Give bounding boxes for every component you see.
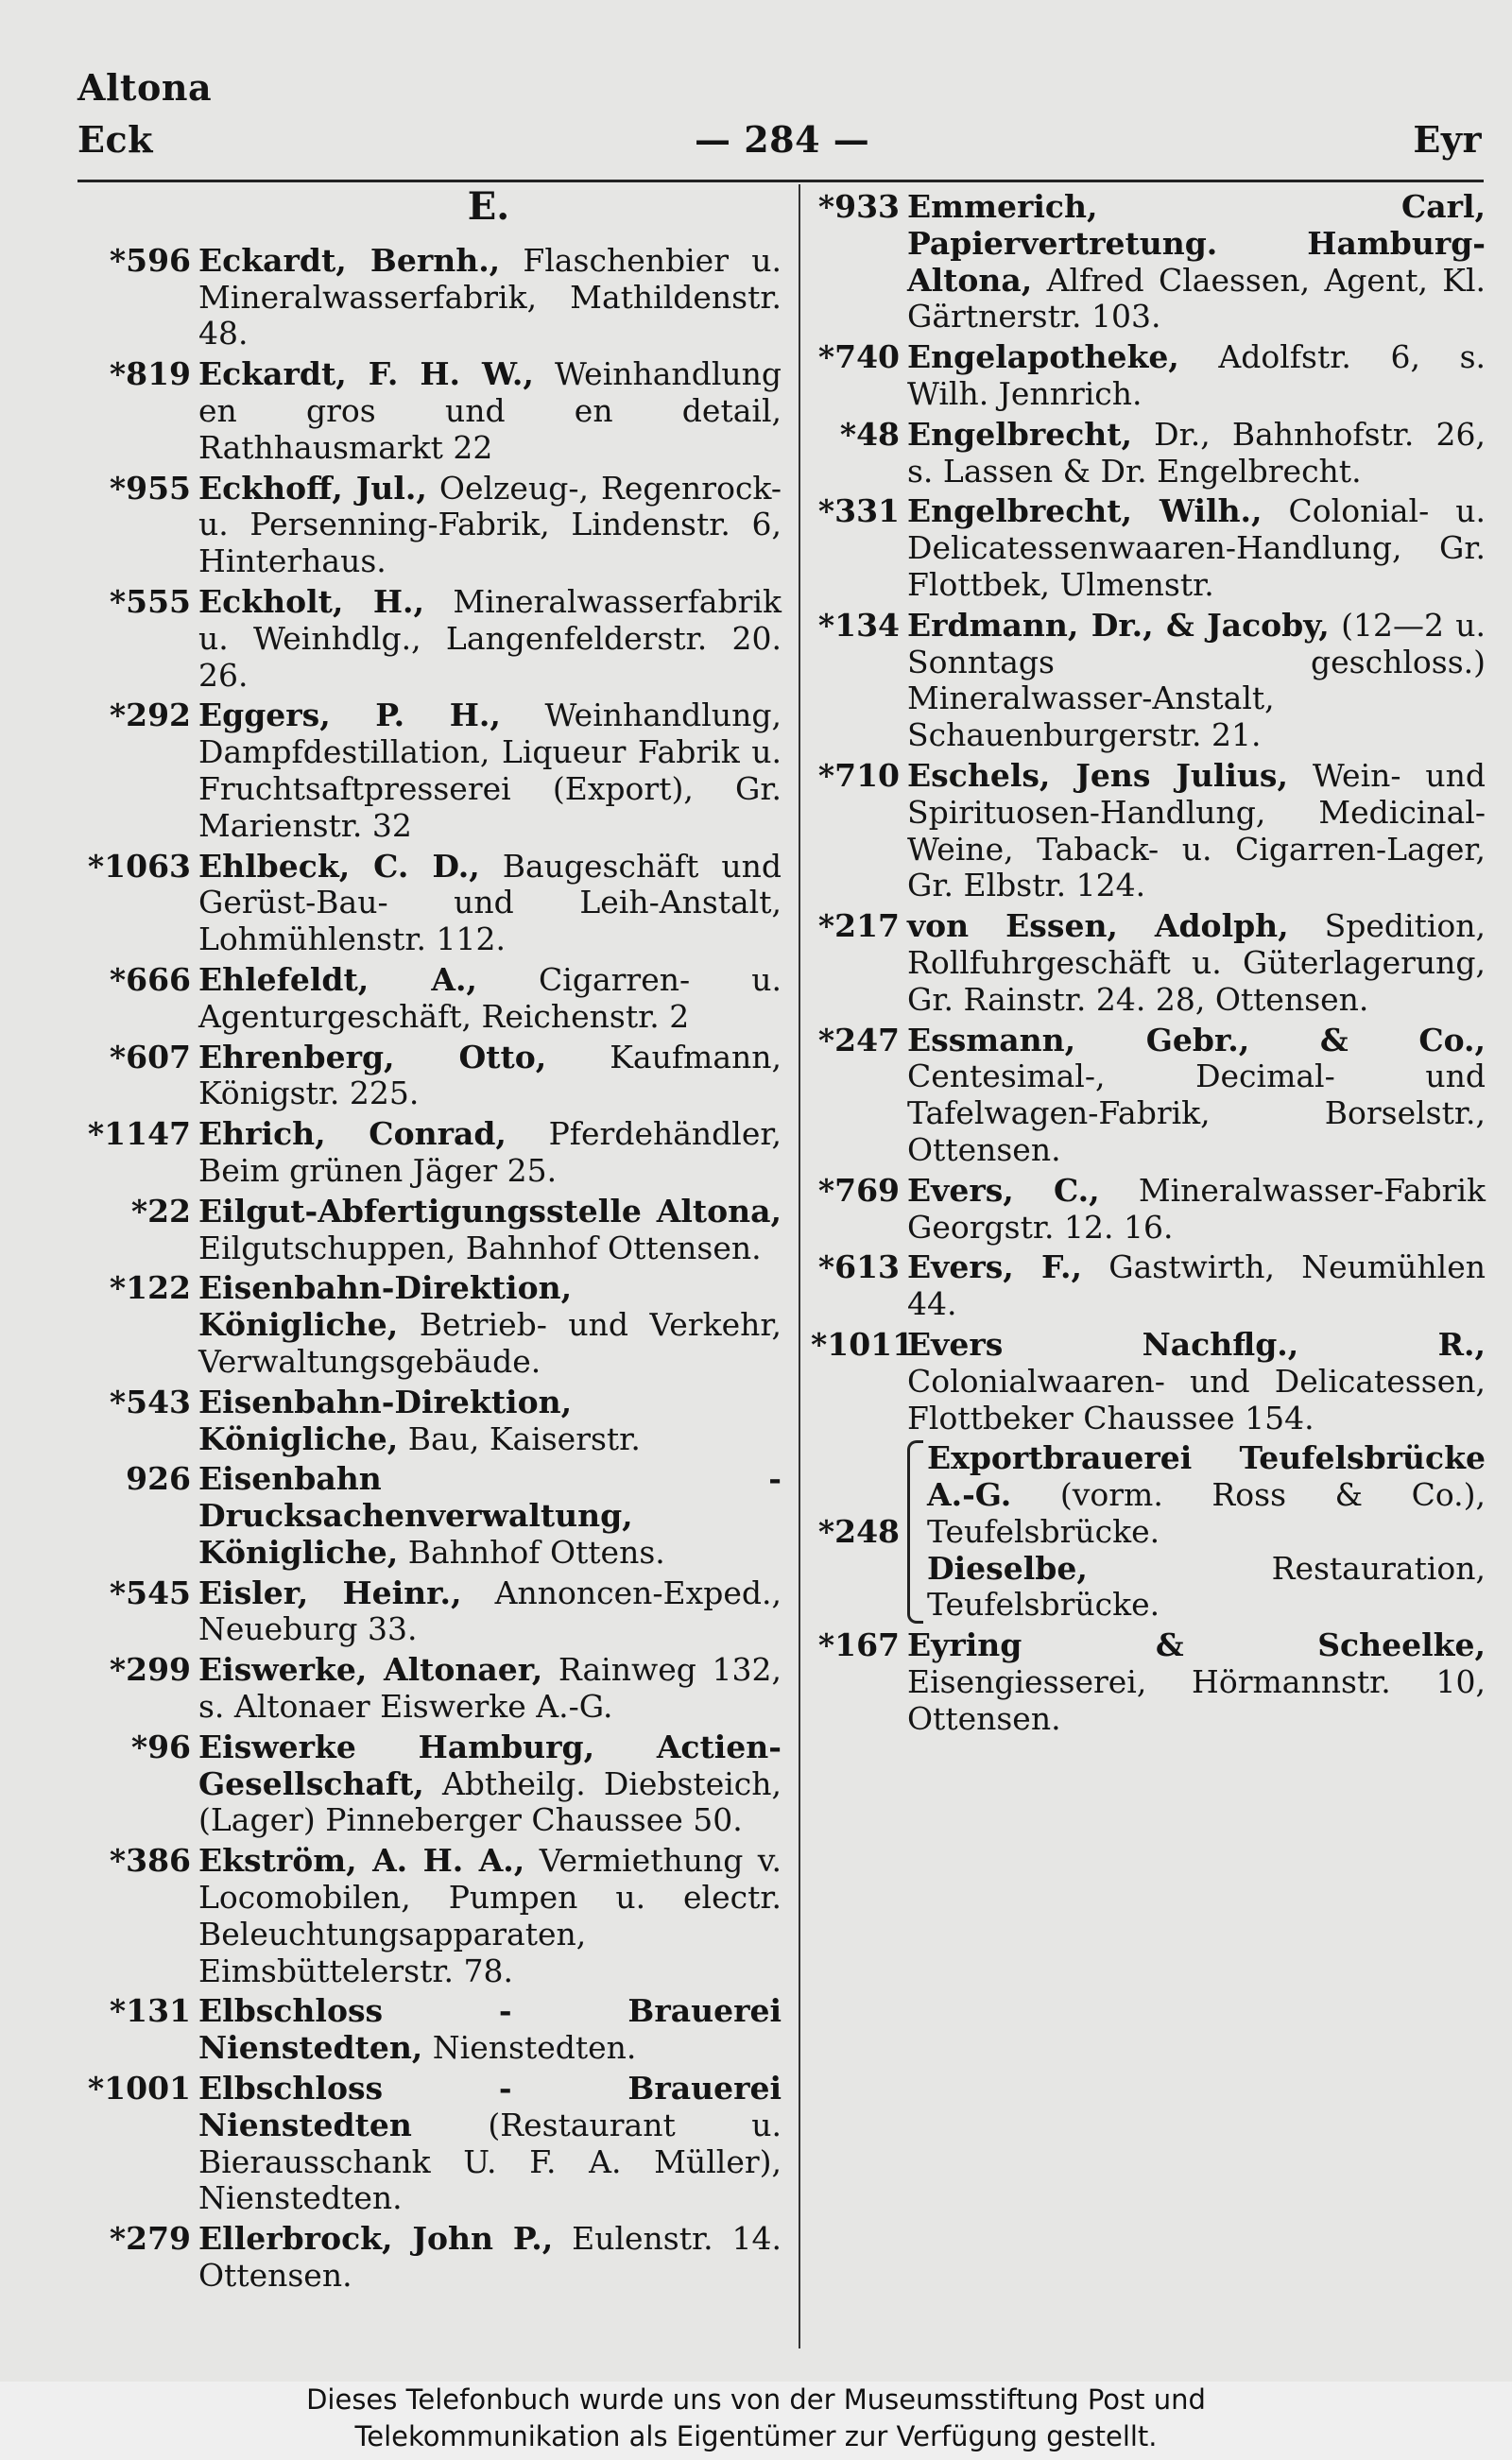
entry-name: Eckardt, F. H. W., [198, 355, 534, 393]
directory-entry [77, 1652, 782, 1726]
directory-entry [811, 339, 1486, 413]
entry-number: *167 [817, 1626, 900, 1664]
entry-number: *933 [817, 188, 900, 225]
entry-number: *1063 [87, 847, 191, 885]
directory-entry [811, 758, 1486, 904]
entry-body [907, 758, 1486, 904]
entry-details: Gastwirth, Neumühlen 44. [907, 1248, 1486, 1323]
entry-number: *131 [109, 1992, 191, 2030]
entry-details: Cigarren- u. Agenturgeschäft, Reichenstr. 2 [198, 960, 782, 1035]
range-end: Eyr [1413, 118, 1482, 161]
directory-entry [77, 243, 782, 353]
entry-body [198, 1461, 782, 1571]
entry-number: *545 [109, 1574, 191, 1611]
page-number: — 284 — [695, 118, 870, 161]
entry-number: *48 [839, 415, 900, 453]
entry-name: Eilgut-Abfertigungsstelle Altona, [198, 1192, 782, 1230]
entry-number: *607 [109, 1038, 191, 1075]
entry-body [907, 339, 1486, 413]
entry-details: (Restaurant u. Bierausschank U. F. A. Müller), Nienstedten. [198, 2106, 782, 2217]
entry-number: *22 [130, 1192, 191, 1230]
entry-name: Emmerich, Carl, Papiervertretung. Hamburg-Altona, [907, 188, 1486, 299]
left-column [77, 184, 782, 2298]
entry-number: *543 [109, 1383, 191, 1420]
entry-number: *596 [109, 241, 191, 279]
footer-line-1: Dieses Telefonbuch wurde uns von der Museumsstiftung Post und [306, 2383, 1206, 2416]
entry-name: Ehlbeck, C. D., [198, 847, 480, 885]
entry-details: Colonialwaaren- und Delicatessen, Flottbeker Chaussee 154. [907, 1362, 1486, 1436]
entry-number: *955 [109, 469, 191, 507]
entry-name: Eiswerke, Altonaer, [198, 1651, 543, 1689]
directory-entry [811, 908, 1486, 1018]
range-start: Eck [77, 118, 153, 161]
directory-entry [77, 1270, 782, 1380]
directory-entry [77, 1461, 782, 1571]
entry-name: Essmann, Gebr., & Co., [907, 1021, 1486, 1058]
entry-details: Bahnhof Ottens. [398, 1533, 665, 1571]
entry-details: Abtheilg. Diebsteich, (Lager) Pinneberger Chaussee 50. [198, 1764, 782, 1839]
entry-body [198, 1575, 782, 1649]
entry-number: *386 [109, 1842, 191, 1880]
entry-body [198, 584, 782, 694]
directory-entry [77, 1575, 782, 1649]
directory-entry [811, 493, 1486, 603]
entry-details: Pferdehändler, Beim grünen Jäger 25. [198, 1115, 782, 1189]
right-column [811, 189, 1486, 1742]
entry-name: Eckhoff, Jul., [198, 469, 427, 507]
entry-details: Flaschenbier u. Mineralwasserfabrik, Mathildenstr. 48. [198, 241, 782, 353]
entry-details: Colonial- u. Delicatessenwaaren-Handlung, Gr. Flottbek, Ulmenstr. [907, 492, 1486, 603]
entry-body [907, 908, 1486, 1018]
entry-details: Wein- und Spirituosen-Handlung, Medicinal-Weine, Taback- u. Cigarren-Lager, Gr. Elbstr. 124. [907, 756, 1486, 904]
entry-body [198, 697, 782, 844]
directory-entry [77, 2071, 782, 2217]
city-heading: Altona [77, 66, 213, 109]
entry-number: *555 [109, 582, 191, 620]
directory-entry [77, 584, 782, 694]
entry-details: Baugeschäft und Gerüst-Bau- und Leih-Anstalt, Lohmühlenstr. 112. [198, 847, 782, 958]
entry-name: Evers, C., [907, 1171, 1100, 1209]
entry-details: Mineralwasserfabrik u. Weinhdlg., Langenfelderstr. 20. 26. [198, 582, 782, 694]
entry-name: Ekström, A. H. A., [198, 1842, 525, 1880]
entry-name: Engelbrecht, [907, 415, 1133, 453]
directory-entry [811, 1249, 1486, 1323]
directory-entry [77, 1194, 782, 1267]
entry-details: Kaufmann, Königstr. 225. [198, 1038, 782, 1112]
entry-details: Mineralwasser-Fabrik Georgstr. 12. 16. [907, 1171, 1486, 1246]
entry-number: *613 [817, 1248, 900, 1286]
footer-notice [0, 2382, 1512, 2460]
entry-number: *1011 [811, 1325, 915, 1363]
entry-name: Elbschloss - Brauerei Nienstedten, [198, 1992, 782, 2067]
entry-number: *96 [130, 1728, 191, 1765]
entry-number: *122 [109, 1269, 191, 1307]
entry-body [198, 1729, 782, 1839]
directory-entry [77, 1729, 782, 1839]
directory-entry [811, 608, 1486, 754]
entry-details: Vermiethung v. Locomobilen, Pumpen u. electr. Beleuchtungsapparaten, Eimsbüttelerstr. 78. [198, 1842, 782, 1989]
footer-line-2: Telekommunikation als Eigentümer zur Verfügung gestellt. [354, 2420, 1158, 2452]
entry-number: *331 [817, 492, 900, 530]
entry-details: Betrieb- und Verkehr, Verwaltungsgebäude. [198, 1306, 782, 1380]
entry-body [198, 1385, 782, 1458]
entry-number: *134 [817, 606, 900, 644]
entry-body [907, 1173, 1486, 1247]
directory-entry [77, 2221, 782, 2295]
entry-name: Elbschloss - Brauerei Nienstedten [198, 2070, 782, 2143]
entry-name: von Essen, Adolph, [907, 907, 1289, 945]
entry-number: *247 [817, 1021, 900, 1058]
entry-name: Eiswerke Hamburg, Actien-Gesellschaft, [198, 1728, 782, 1802]
entry-name: Dieselbe, [927, 1549, 1088, 1587]
entry-details: Restauration, Teufelsbrücke. [927, 1549, 1486, 1624]
entry-name: Engelbrecht, Wilh., [907, 492, 1263, 530]
brace [907, 1440, 923, 1624]
entry-name: Eschels, Jens Julius, [907, 756, 1288, 794]
entry-name: Ehrich, Conrad, [198, 1115, 507, 1153]
entry-body [907, 189, 1486, 335]
entry-body [907, 1327, 1486, 1436]
entry-body [907, 1249, 1486, 1323]
entry-number: *292 [109, 697, 191, 734]
bracket-entry-item [927, 1440, 1486, 1550]
directory-entry [77, 1385, 782, 1458]
directory-entry [77, 1040, 782, 1113]
entry-name: Engelapotheke, [907, 338, 1179, 376]
entry-number: *299 [109, 1651, 191, 1689]
entry-details: Rainweg 132, s. Altonaer Eiswerke A.-G. [198, 1651, 782, 1726]
entry-name: Eyring & Scheelke, [907, 1626, 1486, 1664]
bracket-entry-group [811, 1440, 1486, 1624]
directory-entry [77, 849, 782, 958]
directory-entry [811, 1327, 1486, 1436]
directory-entry [811, 1173, 1486, 1247]
directory-entry [77, 1843, 782, 1989]
entry-name: Eggers, P. H., [198, 697, 501, 734]
entry-details: Alfred Claessen, Agent, Kl. Gärtnerstr. 103. [907, 261, 1486, 335]
entry-number: *769 [817, 1171, 900, 1209]
entry-name: Eckholt, H., [198, 582, 424, 620]
entry-name: Eisenbahn-Direktion, Königliche, [198, 1269, 573, 1344]
entry-name: Eisenbahn-Direktion, Königliche, [198, 1383, 573, 1457]
entry-number: *1147 [87, 1115, 191, 1153]
directory-entry [77, 1993, 782, 2067]
entry-body [198, 1843, 782, 1989]
entry-details: (vorm. Ross & Co.), Teufelsbrücke. [927, 1476, 1486, 1550]
entry-body [198, 1652, 782, 1726]
entry-details: Eisengiesserei, Hörmannstr. 10, Ottensen. [907, 1663, 1486, 1737]
entry-body [198, 962, 782, 1036]
entry-body [198, 2221, 782, 2295]
entry-body [198, 471, 782, 580]
entry-details: Weinhandlung en gros und en detail, Rathhausmarkt 22 [198, 355, 782, 466]
entry-details: (12—2 u. Sonntags geschloss.) Mineralwasser-Anstalt, Schauenburgerstr. 21. [907, 606, 1486, 754]
entry-number: *710 [817, 756, 900, 794]
entry-name: Exportbrauerei Teufelsbrücke A.-G. [927, 1439, 1486, 1514]
entry-details: Eulenstr. 14. Ottensen. [198, 2220, 782, 2295]
entry-number: 926 [126, 1460, 191, 1498]
entry-body [198, 849, 782, 958]
directory-entry [811, 1023, 1486, 1169]
entry-body [198, 1194, 782, 1267]
entry-body [907, 493, 1486, 603]
entry-body [198, 1993, 782, 2067]
directory-entry [811, 189, 1486, 335]
entry-details: Annoncen-Exped., Neueburg 33. [198, 1574, 782, 1648]
entry-name: Eisler, Heinr., [198, 1574, 462, 1611]
directory-entry [77, 962, 782, 1036]
entry-name: Evers Nachflg., R., [907, 1325, 1486, 1363]
entry-body [198, 1270, 782, 1380]
entry-details: Spedition, Rollfuhrgeschäft u. Güterlagerung, Gr. Rainstr. 24. 28, Ottensen. [907, 907, 1486, 1018]
entry-body [907, 417, 1486, 490]
entry-number: *217 [817, 907, 900, 945]
directory-entry [811, 417, 1486, 490]
entry-details: Weinhandlung, Dampfdestillation, Liqueur Fabrik u. Fruchtsaftpresserei (Export), Gr. Marienstr. 32 [198, 697, 782, 844]
entry-body [907, 1627, 1486, 1737]
entry-name: Eckardt, Bernh., [198, 241, 501, 279]
entry-name: Ellerbrock, John P., [198, 2220, 554, 2258]
bracket-entry-item [927, 1551, 1486, 1625]
entry-name: Evers, F., [907, 1248, 1083, 1286]
entry-number: *279 [109, 2220, 191, 2258]
directory-entry [811, 1627, 1486, 1737]
entry-number: *819 [109, 355, 191, 393]
directory-entry [77, 697, 782, 844]
entry-body [198, 243, 782, 353]
entry-name: Eisenbahn - Drucksachenverwaltung, Königliche, [198, 1460, 782, 1571]
entry-body [907, 1023, 1486, 1169]
column-divider [799, 184, 800, 2348]
entry-body [907, 608, 1486, 754]
directory-entry [77, 1116, 782, 1190]
entry-body [198, 356, 782, 466]
entry-details: Centesimal-, Decimal- und Tafelwagen-Fabrik, Borselstr., Ottensen. [907, 1058, 1486, 1168]
entry-details: Adolfstr. 6, s. Wilh. Jennrich. [907, 338, 1486, 412]
entry-body [198, 1040, 782, 1113]
section-letter: E. [467, 184, 510, 229]
entry-details: Eilgutschuppen, Bahnhof Ottensen. [198, 1229, 762, 1266]
directory-entry [77, 471, 782, 580]
header-rule [77, 180, 1484, 182]
entry-details: Oelzeug-, Regenrock- u. Persenning-Fabrik, Lindenstr. 6, Hinterhaus. [198, 469, 782, 580]
entry-name: Erdmann, Dr., & Jacoby, [907, 606, 1330, 644]
entry-details: Nienstedten. [422, 2029, 637, 2067]
entry-body [198, 1116, 782, 1190]
entry-details: Bau, Kaiserstr. [398, 1419, 641, 1457]
entry-number: *740 [817, 338, 900, 376]
entry-body [198, 2071, 782, 2217]
entry-name: Ehrenberg, Otto, [198, 1038, 547, 1075]
directory-entry [77, 356, 782, 466]
entry-details: Dr., Bahnhofstr. 26, s. Lassen & Dr. Engelbrecht. [907, 415, 1486, 490]
entry-name: Ehlefeldt, A., [198, 960, 477, 998]
entry-number: *1001 [87, 2070, 191, 2107]
entry-number: *248 [817, 1512, 900, 1550]
entry-number: *666 [109, 960, 191, 998]
